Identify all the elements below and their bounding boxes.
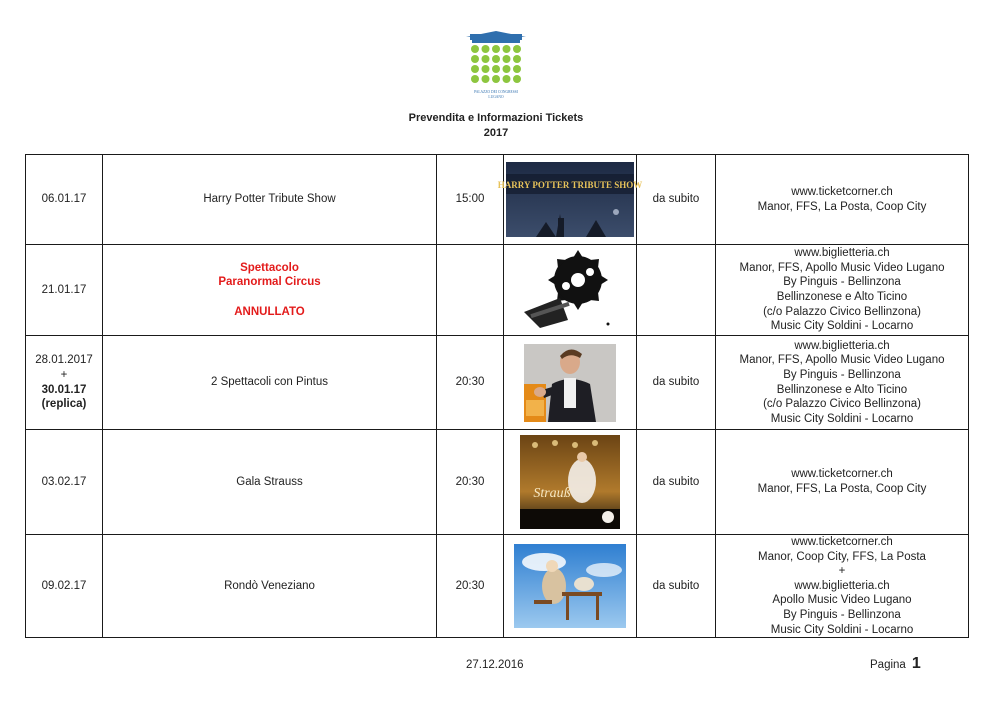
event-title-line: Paranormal Circus bbox=[218, 276, 321, 289]
sale-start: da subito bbox=[637, 535, 716, 638]
event-time: 20:30 bbox=[437, 336, 504, 430]
ticket-info-line: By Pinguis - Bellinzona bbox=[783, 276, 901, 289]
ticket-info-line: Manor, FFS, Apollo Music Video Lugano bbox=[739, 354, 945, 367]
ticket-info-line: www.biglietteria.ch bbox=[794, 339, 890, 352]
event-title bbox=[103, 245, 437, 336]
table-row bbox=[26, 430, 969, 535]
palazzo-congressi-logo bbox=[466, 31, 526, 105]
ticket-info-line: www.ticketcorner.ch bbox=[791, 185, 893, 198]
ticket-info bbox=[716, 430, 969, 535]
circus-saw-logo-image bbox=[520, 250, 620, 330]
logo-text-1: PALAZZO DEI CONGRESSI bbox=[474, 90, 518, 94]
ticket-info-line: www.biglietteria.ch bbox=[794, 579, 890, 592]
ticket-info-line: + bbox=[838, 565, 846, 578]
page-indicator bbox=[870, 655, 921, 673]
ticket-info-line: Manor, Coop City, FFS, La Posta bbox=[758, 550, 926, 563]
event-image-cell bbox=[504, 430, 637, 535]
ticket-info-line: (c/o Palazzo Civico Bellinzona) bbox=[763, 398, 921, 411]
event-time bbox=[437, 245, 504, 336]
page-year: 2017 bbox=[483, 127, 509, 139]
ticket-info-line: By Pinguis - Bellinzona bbox=[783, 368, 901, 381]
event-date-line: + bbox=[60, 368, 68, 381]
sale-start: da subito bbox=[637, 430, 716, 535]
sale-start bbox=[637, 245, 716, 336]
sale-start: da subito bbox=[637, 155, 716, 245]
event-time: 15:00 bbox=[437, 155, 504, 245]
table-row bbox=[26, 155, 969, 245]
ticket-info-line: www.biglietteria.ch bbox=[794, 247, 890, 260]
table-row bbox=[26, 336, 969, 430]
ticket-info-line: Manor, FFS, La Posta, Coop City bbox=[757, 200, 927, 213]
strauss-poster-image bbox=[520, 435, 620, 529]
table-row bbox=[26, 245, 969, 336]
logo-dots bbox=[471, 45, 521, 83]
ticket-info bbox=[716, 155, 969, 245]
event-image-cell bbox=[497, 155, 643, 245]
pintus-photo-image bbox=[524, 344, 616, 422]
events-table bbox=[25, 154, 969, 638]
ticket-info-line: Music City Soldini - Locarno bbox=[770, 623, 914, 636]
ticket-info bbox=[716, 245, 969, 336]
event-date-line: 28.01.2017 bbox=[35, 354, 93, 367]
event-date: 03.02.17 bbox=[26, 430, 103, 535]
table-row bbox=[26, 535, 969, 638]
harry-potter-poster-image bbox=[497, 162, 643, 237]
ticket-info-line: By Pinguis - Bellinzona bbox=[783, 608, 901, 621]
event-title-line: Spettacolo bbox=[240, 261, 299, 274]
event-title: Gala Strauss bbox=[103, 430, 437, 535]
event-date bbox=[26, 336, 103, 430]
logo-text-2: LUGANO bbox=[488, 95, 504, 99]
event-image-cell bbox=[504, 245, 637, 336]
ticket-info-line: Music City Soldini - Locarno bbox=[770, 320, 914, 333]
ticket-info-line: www.ticketcorner.ch bbox=[791, 468, 893, 481]
event-image-cell bbox=[504, 535, 637, 638]
ticket-info bbox=[716, 336, 969, 430]
event-time: 20:30 bbox=[437, 535, 504, 638]
poster-title-text: Strauß bbox=[533, 486, 571, 501]
ticket-info-line: Manor, FFS, La Posta, Coop City bbox=[757, 483, 927, 495]
poster-title-text: HARRY POTTER TRIBUTE SHOW bbox=[497, 180, 643, 190]
event-title: Rondò Veneziano bbox=[103, 535, 437, 638]
ticket-info-line: Apollo Music Video Lugano bbox=[772, 594, 912, 607]
page-title: Prevendita e Informazioni Tickets bbox=[408, 112, 584, 124]
event-time: 20:30 bbox=[437, 430, 504, 535]
ticket-info-line: Music City Soldini - Locarno bbox=[770, 412, 914, 425]
page-label: Pagina bbox=[870, 659, 906, 671]
event-date: 06.01.17 bbox=[26, 155, 103, 245]
ticket-info-line: Bellinzonese e Alto Ticino bbox=[776, 383, 908, 396]
event-title: Harry Potter Tribute Show bbox=[103, 155, 437, 245]
ticket-info-line: Manor, FFS, Apollo Music Video Lugano bbox=[739, 261, 945, 274]
sale-start: da subito bbox=[637, 336, 716, 430]
page-number: 1 bbox=[911, 655, 921, 672]
ticket-info-line: Bellinzonese e Alto Ticino bbox=[776, 291, 908, 303]
ticket-info-line: www.ticketcorner.ch bbox=[791, 536, 893, 548]
event-date-line: 30.01.17 bbox=[41, 383, 87, 396]
footer-date: 27.12.2016 bbox=[466, 659, 524, 671]
event-image-cell bbox=[504, 336, 637, 430]
event-date-line: (replica) bbox=[41, 398, 87, 411]
event-date: 21.01.17 bbox=[26, 245, 103, 336]
event-date: 09.02.17 bbox=[26, 535, 103, 638]
ticket-info-line: (c/o Palazzo Civico Bellinzona) bbox=[763, 305, 921, 318]
rondo-veneziano-poster-image bbox=[514, 544, 626, 628]
event-title: 2 Spettacoli con Pintus bbox=[103, 336, 437, 430]
ticket-info bbox=[716, 535, 969, 638]
cancelled-status: ANNULLATO bbox=[234, 305, 305, 318]
